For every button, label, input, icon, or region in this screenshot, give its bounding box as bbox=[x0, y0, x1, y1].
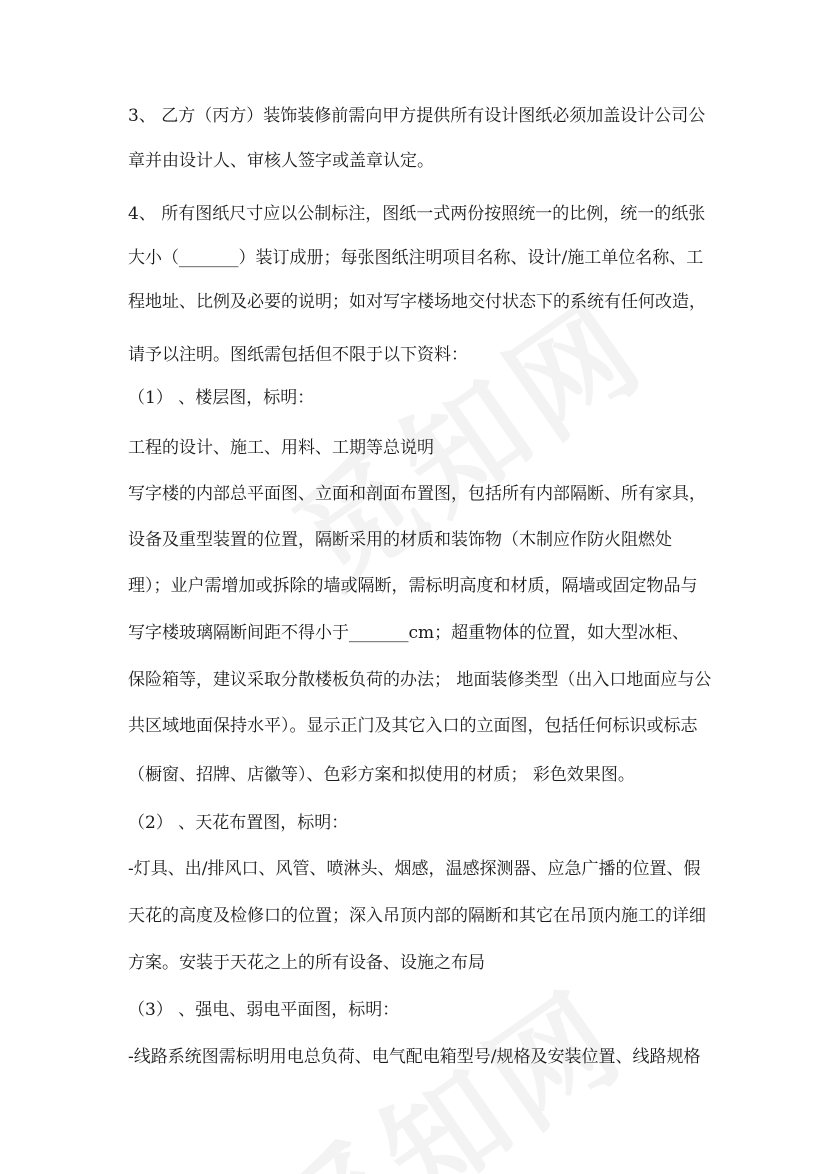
paragraph-line: 4、 所有图纸尺寸应以公制标注，图纸一式两份按照统一的比例，统一的纸张 bbox=[128, 204, 706, 224]
paragraph-line: 设备及重型装置的位置，隔断采用的材质和装饰物（木制应作防火阻燃处 bbox=[128, 530, 672, 550]
paragraph-line: 3、 乙方（丙方）装饰装修前需向甲方提供所有设计图纸必须加盖设计公司公 bbox=[128, 106, 706, 126]
paragraph-line: 章并由设计人、审核人签字或盖章认定。 bbox=[128, 151, 434, 171]
paragraph-line: 写字楼玻璃隔断间距不得小于_______cm；超重物体的位置，如大型冰柜、 bbox=[128, 623, 690, 643]
paragraph-line: 天花的高度及检修口的位置；深入吊顶内部的隔断和其它在吊顶内施工的详细 bbox=[128, 906, 706, 926]
paragraph-line: -灯具、出/排风口、风管、喷淋头、烟感，温感探测器、应急广播的位置、假 bbox=[128, 859, 701, 879]
paragraph-line: 方案。安装于天花之上的所有设备、设施之布局 bbox=[128, 953, 485, 973]
paragraph-line: 共区域地面保持水平）。显示正门及其它入口的立面图，包括任何标识或标志 bbox=[128, 716, 698, 736]
paragraph-line: （橱窗、招牌、店徽等）、色彩方案和拟使用的材质； 彩色效果图。 bbox=[128, 765, 635, 785]
paragraph-line: 保险箱等，建议采取分散楼板负荷的办法； 地面装修类型（出入口地面应与公 bbox=[128, 670, 712, 690]
paragraph-line: 请予以注明。图纸需包括但不限于以下资料： bbox=[128, 345, 468, 365]
paragraph-line: 大小（_______）装订成册；每张图纸注明项目名称、设计/施工单位名称、工 bbox=[128, 248, 704, 268]
paragraph-line: 写字楼的内部总平面图、立面和剖面布置图，包括所有内部隔断、所有家具， bbox=[128, 484, 706, 504]
paragraph-line: -线路系统图需标明用电总负荷、电气配电箱型号/规格及安装位置、线路规格 bbox=[128, 1047, 701, 1067]
paragraph-line: 程地址、比例及必要的说明；如对写字楼场地交付状态下的系统有任何改造， bbox=[128, 292, 706, 312]
paragraph-line: 工程的设计、施工、用料、工期等总说明 bbox=[128, 438, 434, 458]
section-heading: （2） 、天花布置图，标明： bbox=[128, 813, 349, 833]
paragraph-line: 理）；业户需增加或拆除的墙或隔断，需标明高度和材质，隔墙或固定物品与 bbox=[128, 576, 698, 596]
section-heading: （3） 、强电、弱电平面图，标明： bbox=[128, 1000, 400, 1020]
section-heading: （1） 、楼层图，标明： bbox=[128, 388, 315, 408]
